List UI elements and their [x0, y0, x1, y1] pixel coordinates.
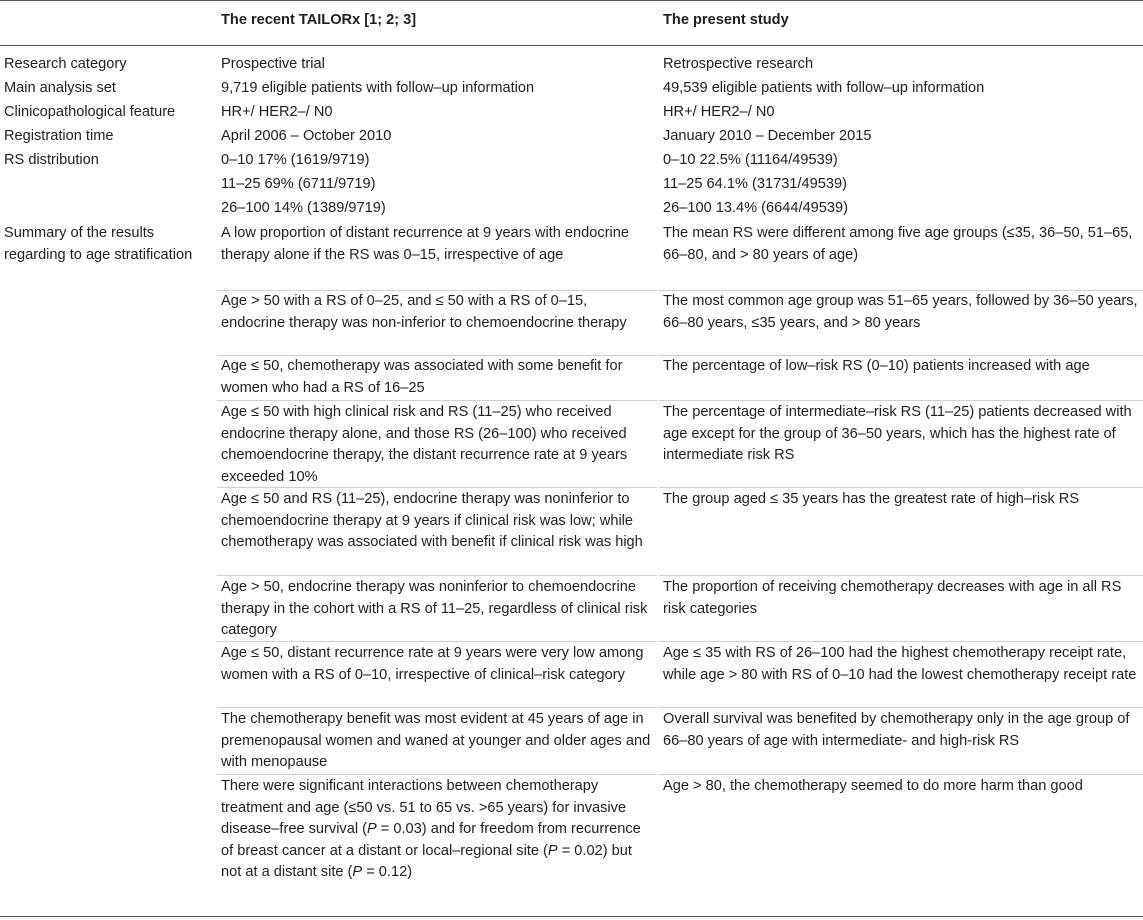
cell-present-rs-high: 26–100 13.4% (6644/49539)	[663, 200, 849, 216]
row-separator	[659, 400, 1143, 401]
cell-recent-rs-low: 0–10 17% (1619/9719)	[221, 152, 370, 168]
cell-present-summary-8: Overall survival was benefited by chemotherapy only in the age group of 66–80 years of age with intermediate- and high-risk RS	[663, 711, 1130, 749]
p-value-symbol: P	[367, 821, 377, 837]
row-label-research-category: Research category	[4, 56, 127, 72]
cell-present-summary-6: The proportion of receiving chemotherapy decreases with age in all RS risk categories	[663, 579, 1122, 617]
header-rule	[0, 45, 1143, 46]
cell-recent-summary-9	[221, 776, 653, 884]
cell-recent-rs-intermediate: 11–25 69% (6711/9719)	[221, 176, 376, 192]
cell-recent-summary-4: Age ≤ 50 with high clinical risk and RS (11–25) who received endocrine therapy alone, and those RS (26–100) who received chemoendocrine therapy, the distant recurrence rate at 9 years exceeded 10%	[221, 404, 628, 485]
row-separator	[217, 400, 657, 401]
row-separator	[659, 774, 1143, 775]
row-separator	[217, 707, 657, 708]
cell-present-clinicopathological-feature: HR+/ HER2–/ N0	[663, 104, 775, 120]
row-separator	[659, 707, 1143, 708]
cell-recent-registration-time: April 2006 – October 2010	[221, 128, 392, 144]
p-value-1: = 0.03) and for freedom from recurrence of breast cancer at a distant or local–regional site (	[221, 821, 641, 859]
p-value-symbol: P	[547, 842, 558, 859]
row-separator	[217, 774, 657, 775]
p-value-symbol: P	[352, 864, 363, 880]
cell-present-summary-2: The most common age group was 51–65 years, followed by 36–50 years, 66–80 years, ≤35 years, and > 80 years	[663, 293, 1138, 331]
cell-recent-clinicopathological-feature: HR+/ HER2–/ N0	[221, 104, 333, 120]
p-value-3: = 0.12)	[362, 864, 413, 880]
header-present-study: The present study	[663, 12, 789, 28]
row-separator	[217, 575, 657, 576]
cell-present-summary-9: Age > 80, the chemotherapy seemed to do more harm than good	[663, 778, 1083, 794]
table-top-rule	[0, 0, 1143, 1]
cell-recent-summary-8: The chemotherapy benefit was most evident at 45 years of age in premenopausal women and waned at younger and older ages and with menopause	[221, 711, 651, 770]
row-label-rs-distribution: RS distribution	[4, 152, 99, 168]
cell-recent-summary-1: A low proportion of distant recurrence at 9 years with endocrine therapy alone if the RS was 0–15, irrespective of age	[221, 225, 630, 263]
cell-present-main-analysis-set: 49,539 eligible patients with follow–up information	[663, 80, 985, 96]
cell-present-summary-5: The group aged ≤ 35 years has the greatest rate of high–risk RS	[663, 491, 1080, 507]
row-separator	[217, 487, 657, 488]
cell-present-summary-4: The percentage of intermediate–risk RS (11–25) patients decreased with age except for the group of 36–50 years, which has the highest rate of intermediate risk RS	[663, 404, 1132, 463]
cell-recent-main-analysis-set: 9,719 eligible patients with follow–up information	[221, 80, 535, 96]
row-label-summary: Summary of the results regarding to age stratification	[4, 225, 193, 263]
cell-recent-research-category: Prospective trial	[221, 56, 325, 72]
cell-present-rs-low: 0–10 22.5% (11164/49539)	[663, 152, 838, 168]
cell-recent-summary-3: Age ≤ 50, chemotherapy was associated with some benefit for women who had a RS of 16–25	[221, 358, 623, 396]
p-value-2: = 0.02) but not at a distant site (	[221, 842, 632, 880]
row-separator	[659, 487, 1143, 488]
row-separator	[217, 641, 657, 642]
row-label-clinicopathological-feature: Clinicopathological feature	[4, 104, 176, 120]
cell-recent-summary-6: Age > 50, endocrine therapy was noninferior to chemoendocrine therapy in the cohort with a RS of 11–25, regardless of clinical risk category	[221, 579, 648, 638]
cell-recent-rs-high: 26–100 14% (1389/9719)	[221, 200, 386, 216]
cell-present-summary-1: The mean RS were different among five age groups (≤35, 36–50, 51–65, 66–80, and > 80 years of age)	[663, 225, 1133, 263]
cell-present-summary-7: Age ≤ 35 with RS of 26–100 had the highest chemotherapy receipt rate, while age > 80 with RS of 0–10 had the lowest chemotherapy receipt rate	[663, 645, 1137, 683]
cell-present-registration-time: January 2010 – December 2015	[663, 128, 872, 144]
cell-present-summary-3: The percentage of low–risk RS (0–10) patients increased with age	[663, 358, 1090, 374]
row-separator	[659, 575, 1143, 576]
cell-recent-summary-2: Age > 50 with a RS of 0–25, and ≤ 50 with a RS of 0–15, endocrine therapy was non-inferior to chemoendocrine therapy	[221, 293, 627, 331]
summary-9-text-a: There were significant interactions between chemotherapy treatment and age (≤50 vs. 51 to 65 vs. >65 years) for invasive disease–free survival (	[221, 778, 627, 837]
cell-present-rs-intermediate: 11–25 64.1% (31731/49539)	[663, 176, 847, 192]
header-recent-tailorx: The recent TAILORx [1; 2; 3]	[221, 12, 417, 28]
table-bottom-rule	[0, 916, 1143, 917]
row-label-registration-time: Registration time	[4, 128, 114, 144]
row-label-main-analysis-set: Main analysis set	[4, 80, 116, 96]
row-separator	[659, 641, 1143, 642]
cell-recent-summary-5: Age ≤ 50 and RS (11–25), endocrine therapy was noninferior to chemoendocrine therapy at 9 years if clinical risk was low; while chemotherapy was associated with benefit if clinical risk was high	[221, 491, 643, 550]
cell-recent-summary-7: Age ≤ 50, distant recurrence rate at 9 years were very low among women with a RS of 0–10, irrespective of clinical–risk category	[221, 645, 644, 683]
cell-present-research-category: Retrospective research	[663, 56, 814, 72]
